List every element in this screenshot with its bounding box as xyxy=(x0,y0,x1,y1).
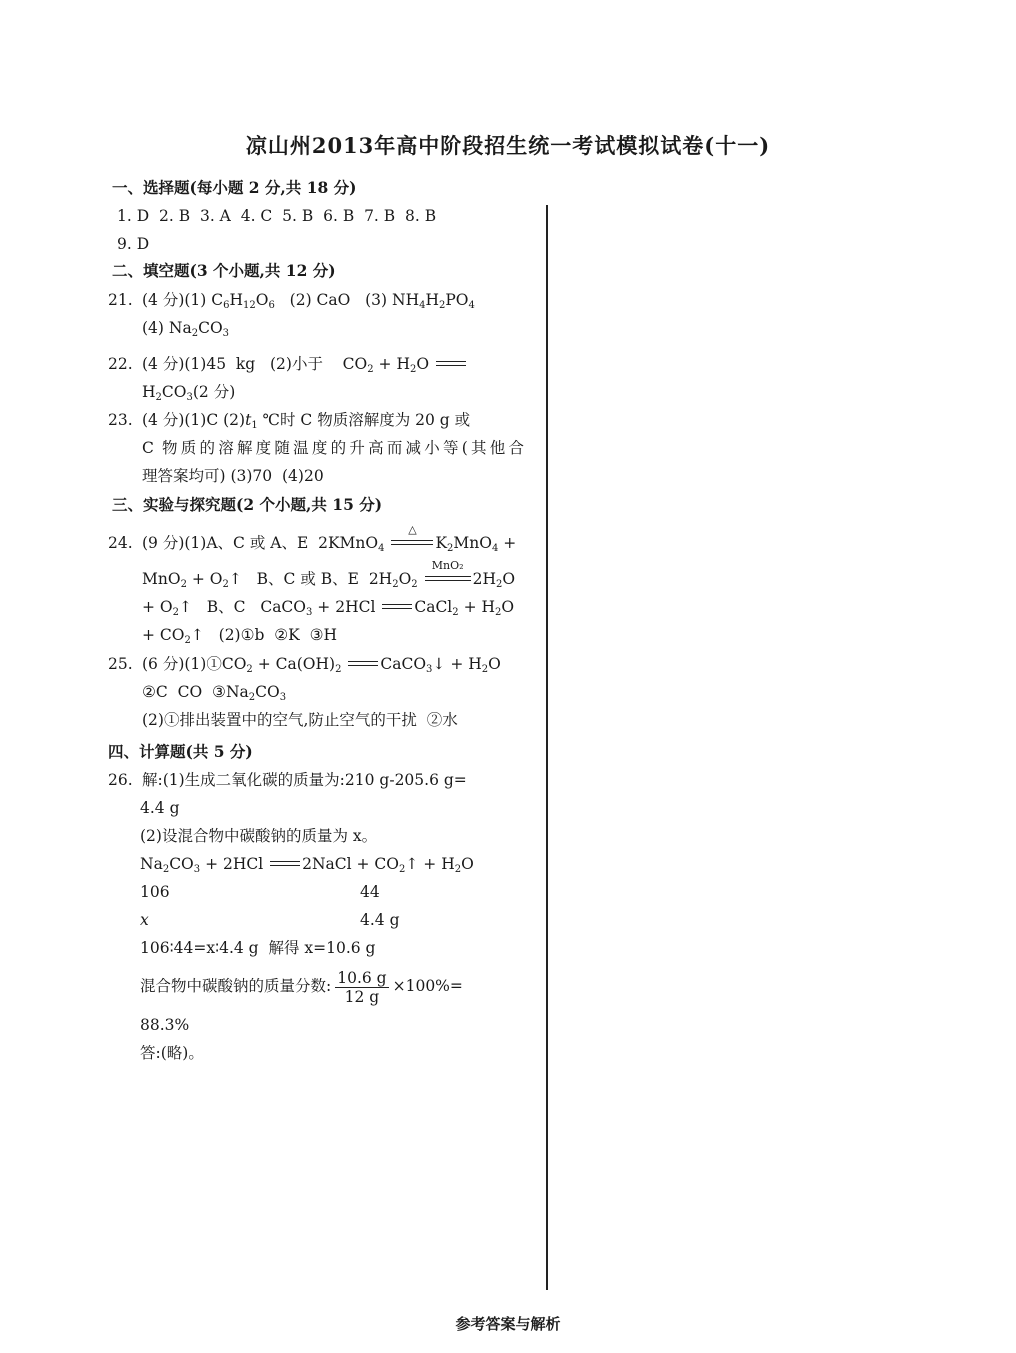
gas-arrow-icon xyxy=(191,626,204,644)
gas-arrow-icon xyxy=(405,855,418,873)
fraction-denominator: 12 g xyxy=(344,987,380,1006)
q26-line-2: 4.4 g xyxy=(140,799,180,817)
column-divider xyxy=(546,205,548,1290)
q23-line-2: C 物质的溶解度随温度的升高而减小等(其他合 xyxy=(142,439,524,457)
q26-molar-mass-co2: 44 xyxy=(360,883,380,901)
q23-part-b: ℃时 C 物质溶解度为 20 g 或 xyxy=(262,411,471,429)
section-heading-choice: 一、选择题(每小题 2 分,共 18 分) xyxy=(112,178,357,197)
q26-equation: $Na_2CO_3 + 2HCl$ 2NaCl + $CO_2$ ↑ + $H_2O$ xyxy=(140,854,474,874)
choice-answers-row-1: 1. D 2. B 3. A 4. C 5. B 6. B 7. B 8. B xyxy=(117,207,437,225)
q23-part-a: (4 分)(1)C (2) xyxy=(142,411,246,429)
q21-points: (4 分)(1) xyxy=(142,291,207,309)
q26-answer: 答:(略)。 xyxy=(140,1044,204,1062)
q24-part2: B、C 或 B、E xyxy=(256,570,359,588)
q26-fraction-label: 混合物中碳酸钠的质量分数: xyxy=(140,977,332,995)
q24-part3: B、C xyxy=(206,598,246,616)
q26-molar-mass-na2co3: 106 xyxy=(140,883,170,901)
question-number-22: 22. xyxy=(108,355,133,373)
q26-mass-co2: 4.4 g xyxy=(360,911,400,929)
q22-line-2: $H_2CO_3(2$ 分) xyxy=(142,383,236,403)
q26-fraction xyxy=(335,969,388,1006)
q26-line-1: 解:(1)生成二氧化碳的质量为:210 g-205.6 g= xyxy=(142,771,467,789)
q25-line-1: (6 分)$(1)①CO_2 + Ca(OH)_2$ CaCO$_3$↓ + $H_2O$ xyxy=(142,655,501,675)
equals-sign-double-line xyxy=(270,861,300,866)
page-footer: 参考答案与解析 xyxy=(455,1315,561,1333)
q23-line-3: 理答案均可) (3)70 (4)20 xyxy=(142,467,324,485)
q25-line-3: (2)①排出装置中的空气,防止空气的干扰 ②水 xyxy=(142,711,458,729)
gas-arrow-icon xyxy=(229,570,242,588)
q21-line-2: (4) $Na_2CO_3$ xyxy=(142,319,230,339)
q22-points: (4 分)(1)45 kg (2)小于 xyxy=(142,355,323,373)
question-number-21: 21. xyxy=(108,291,133,309)
q21-line-1: (4 分)(1) $C_6H_{12}O_6$ (2) CaO (3) $NH_4H_2PO_4$ xyxy=(142,291,475,311)
q25-part2: ②C CO ③ xyxy=(142,683,226,701)
equals-sign-double-line xyxy=(436,361,466,366)
question-number-24: 24. xyxy=(108,534,133,552)
q26-unknown-x: x xyxy=(140,911,149,929)
q21-part4: (4) xyxy=(142,319,164,337)
catalyst-label: MnO₂ xyxy=(431,559,464,572)
q24-part1: (9 分)(1)A、C 或 A、E xyxy=(142,534,309,552)
q24-line-1: (9 分)(1)A、C 或 A、E 2KMnO$_4$ △ $K_2MnO_4$ + xyxy=(142,523,517,554)
q25-part1: (6 分)(1)① xyxy=(142,655,222,673)
q24-line-3: + $O_2$ ↑ B、C CaCO$_3$ + 2HCl CaCl$_2$ + $H_2O$ xyxy=(142,597,514,617)
section-heading-calculation: 四、计算题(共 5 分) xyxy=(108,742,253,761)
fraction-numerator: 10.6 g xyxy=(337,968,387,987)
q26-fraction-line xyxy=(140,968,463,1006)
page-title: 凉山州2013年高中阶段招生统一考试模拟试卷(十一) xyxy=(245,133,771,158)
q26-fraction-tail: ×100%= xyxy=(392,977,463,995)
q26-ratio: 106∶44=x∶4.4 g 解得 x=10.6 g xyxy=(140,939,376,957)
heating-condition-equals xyxy=(391,523,433,545)
q26-line-3: (2)设混合物中碳酸钠的质量为 x。 xyxy=(140,827,378,845)
q23-line-1: (4 分)(1)C $(2)t_1$ ℃时 C 物质溶解度为 20 g 或 xyxy=(142,411,471,431)
choice-answers-row-2: 9. D xyxy=(117,235,150,253)
q24-line-4: + $CO_2$ ↑ (2)①b ②K ③H xyxy=(142,625,337,645)
question-number-26: 26. xyxy=(108,771,133,789)
question-number-23: 23. xyxy=(108,411,133,429)
heat-symbol: △ xyxy=(408,523,417,536)
equals-sign-double-line xyxy=(382,604,412,609)
q25-line-2: ②C CO $③Na_2CO_3$ xyxy=(142,683,287,703)
catalyst-condition-equals xyxy=(425,559,471,581)
q24-line-2: $MnO_2 + O_2$ ↑ B、C 或 B、E $2H_2O_2$ MnO₂ $2H_2O$ xyxy=(142,569,515,589)
q22-line-1: (4 分)(1)45 kg (2)小于 $CO_2 + H_2O$ xyxy=(142,354,468,374)
q26-result: 88.3% xyxy=(140,1016,190,1034)
equals-sign-double-line xyxy=(348,661,378,666)
q24-part4: (2)①b ②K ③H xyxy=(218,626,338,644)
q22-score: (2 分) xyxy=(192,383,236,401)
question-number-25: 25. xyxy=(108,655,133,673)
section-heading-fill: 二、填空题(3 个小题,共 12 分) xyxy=(112,261,336,280)
section-heading-experiment: 三、实验与探究题(2 个小题,共 15 分) xyxy=(112,495,383,514)
gas-arrow-icon xyxy=(179,598,192,616)
